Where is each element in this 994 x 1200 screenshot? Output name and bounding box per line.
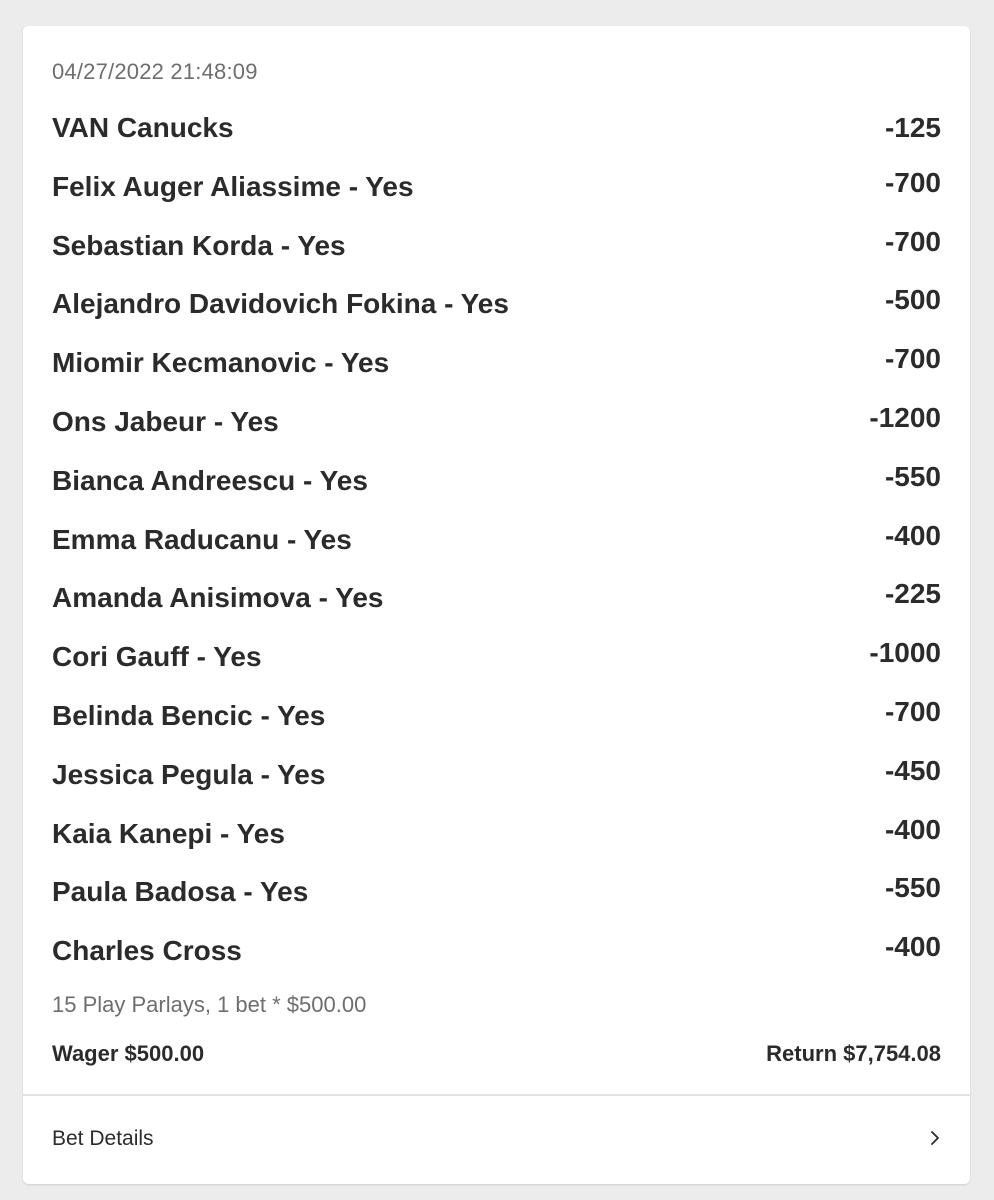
bet-details-label: Bet Details: [52, 1127, 154, 1150]
parlay-leg: [52, 226, 941, 285]
parlay-legs-list: [52, 108, 941, 990]
leg-odds: -400: [884, 813, 941, 845]
parlay-leg: [52, 520, 941, 579]
leg-selection: Bianca Andreescu - Yes: [52, 464, 368, 496]
parlay-leg: [52, 402, 941, 461]
leg-selection: Emma Raducanu - Yes: [52, 523, 352, 555]
leg-selection: Paula Badosa - Yes: [52, 876, 309, 908]
parlay-leg: [52, 637, 941, 696]
chevron-right-icon: [927, 1130, 943, 1146]
leg-odds: -400: [884, 519, 941, 551]
leg-odds: -125: [884, 112, 941, 143]
leg-selection: Belinda Bencic - Yes: [52, 699, 326, 731]
parlay-leg: [52, 167, 941, 226]
leg-odds: -1200: [869, 401, 941, 433]
leg-odds: -1000: [869, 637, 941, 669]
ticket-timestamp: 04/27/2022 21:48:09: [52, 59, 258, 84]
parlay-leg: [52, 814, 941, 873]
leg-odds: -550: [884, 460, 941, 492]
parlay-leg: [52, 931, 941, 990]
leg-selection: VAN Canucks: [52, 112, 234, 143]
parlay-leg: [52, 343, 941, 402]
parlay-leg: [52, 284, 941, 343]
bet-ticket-card: [23, 26, 970, 1184]
leg-odds: -700: [884, 695, 941, 727]
leg-odds: -700: [884, 225, 941, 257]
parlay-leg: [52, 872, 941, 931]
parlay-leg: [52, 578, 941, 637]
leg-odds: -500: [884, 284, 941, 316]
leg-selection: Amanda Anisimova - Yes: [52, 582, 384, 614]
leg-selection: Cori Gauff - Yes: [52, 641, 262, 673]
leg-odds: -450: [884, 754, 941, 786]
wager-amount: Wager $500.00: [52, 1041, 205, 1066]
parlay-leg: [52, 108, 941, 167]
leg-selection: Kaia Kanepi - Yes: [52, 817, 285, 849]
leg-odds: -700: [884, 343, 941, 375]
bet-details-button[interactable]: [23, 1096, 970, 1182]
leg-odds: -550: [884, 872, 941, 904]
return-amount: Return $7,754.08: [766, 1041, 941, 1066]
leg-selection: Ons Jabeur - Yes: [52, 405, 279, 437]
parlay-leg: [52, 755, 941, 814]
parlay-leg: [52, 461, 941, 520]
parlay-leg: [52, 696, 941, 755]
leg-odds: -400: [884, 931, 941, 963]
leg-selection: Alejandro Davidovich Fokina - Yes: [52, 288, 509, 320]
leg-odds: -700: [884, 166, 941, 198]
leg-selection: Charles Cross: [52, 935, 242, 967]
leg-selection: Jessica Pegula - Yes: [52, 758, 326, 790]
leg-selection: Sebastian Korda - Yes: [52, 229, 346, 261]
leg-odds: -225: [884, 578, 941, 610]
leg-selection: Felix Auger Aliassime - Yes: [52, 170, 414, 202]
parlay-summary: 15 Play Parlays, 1 bet * $500.00: [52, 992, 367, 1017]
leg-selection: Miomir Kecmanovic - Yes: [52, 347, 390, 379]
